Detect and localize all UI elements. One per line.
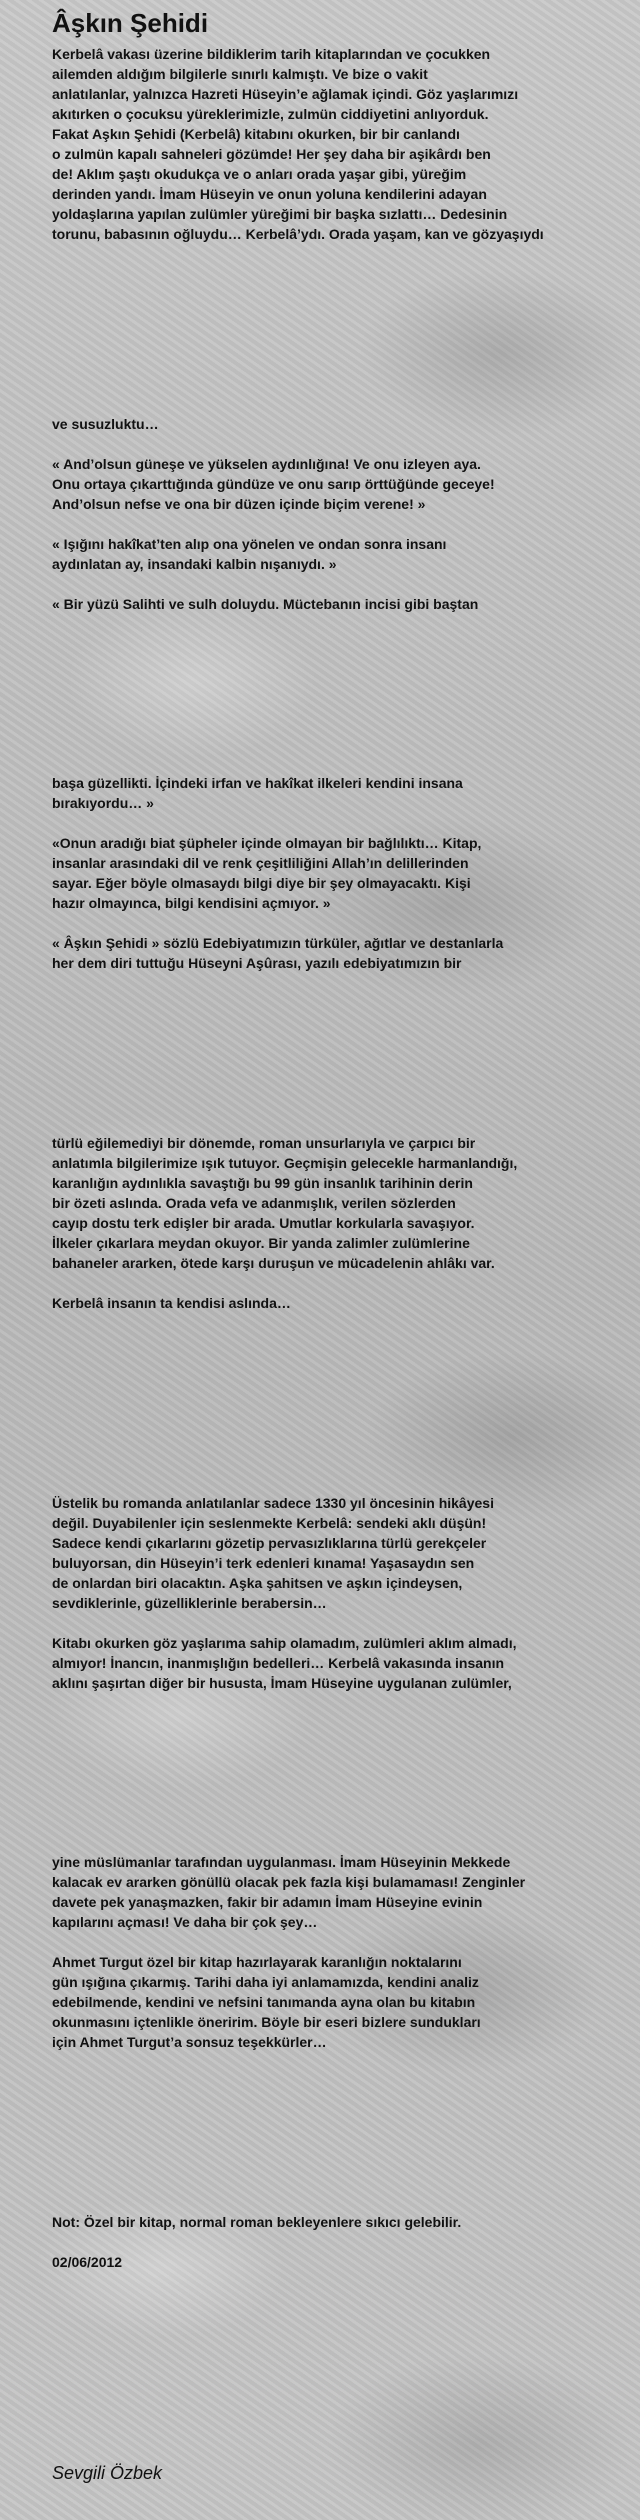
- paragraph-gap: [52, 1613, 612, 1633]
- text-line: And’olsun nefse ve ona bir düzen içinde biçim verene! »: [52, 496, 426, 512]
- text-line: sevdiklerinle, güzelliklerinle berabersin…: [52, 1595, 327, 1611]
- text-page-3: [52, 773, 612, 973]
- text-line: insanlar arasındaki dil ve renk çeşitliliğini Allah’ın delillerinden: [52, 855, 469, 871]
- note-line: Not: Özel bir kitap, normal roman bekleyenlere sıkıcı gelebilir.: [52, 2214, 462, 2230]
- text-line: Kitabı okurken göz yaşlarıma sahip olamadım, zulümleri aklım almadı,: [52, 1635, 517, 1651]
- paragraph-gap: [52, 813, 612, 833]
- text-line: buluyorsan, din Hüseyin’i terk edenleri kınama! Yaşasaydın sen: [52, 1555, 475, 1571]
- text-line: « And’olsun güneşe ve yükselen aydınlığına! Ve onu izleyen aya.: [52, 456, 481, 472]
- date-line: 02/06/2012: [52, 2254, 123, 2270]
- paragraph-gap: [52, 434, 612, 454]
- text-line: Sadece kendi çıkarlarını gözetip pervasızlıklarına türlü gerekçeler: [52, 1535, 487, 1551]
- text-line: aklını şaşırtan diğer bir hususta, İmam Hüseyine uygulanan zulümler,: [52, 1675, 512, 1691]
- text-page-5: [52, 1493, 612, 1693]
- text-line: cayıp dostu terk edişler bir arada. Umutlar korkularla savaşıyor.: [52, 1215, 475, 1231]
- text-line: her dem diri tuttuğu Hüseyni Aşûrası, yazılı edebiyatımızın bir: [52, 955, 462, 971]
- text-line: edebilmende, kendini ve nefsini tanımanda ayna olan bu kitabın: [52, 1994, 476, 2010]
- text-line: Kerbelâ vakası üzerine bildiklerim tarih kitaplarından ve çocukken: [52, 46, 491, 62]
- text-line: yoldaşlarına yapılan zulümler yüreğimi bir başka sızlattı… Dedesinin: [52, 206, 508, 222]
- text-line: okunmasını içtenlikle öneririm. Böyle bir eseri bizlere sundukları: [52, 2014, 481, 2030]
- text-line: Fakat Aşkın Şehidi (Kerbelâ) kitabını okurken, bir bir canlandı: [52, 126, 460, 142]
- text-line: gün ışığına çıkarmış. Tarihi daha iyi anlamamızda, kendini analiz: [52, 1974, 479, 1990]
- paragraph-gap: [52, 514, 612, 534]
- text-line: « Âşkın Şehidi » sözlü Edebiyatımızın türküler, ağıtlar ve destanlarla: [52, 935, 504, 951]
- text-line: kapılarını açması! Ve daha bir çok şey…: [52, 1914, 318, 1930]
- text-line: karanlığın aydınlıkla savaştığı bu 99 gün insanlık tarihinin derin: [52, 1175, 473, 1191]
- text-line: de! Aklım şaştı okudukça ve o anları orada yaşar gibi, yüreğim: [52, 166, 467, 182]
- text-line: torunu, babasının oğluydu… Kerbelâ’ydı. Orada yaşam, kan ve gözyaşıydı: [52, 226, 544, 242]
- paragraph-gap: [52, 2232, 612, 2252]
- text-line: bırakıyordu… »: [52, 795, 154, 811]
- text-line: aydınlatan ay, insandaki kalbin nışanıydı. »: [52, 556, 337, 572]
- text-line: ve susuzluktu…: [52, 416, 159, 432]
- paragraph-gap: [52, 1273, 612, 1293]
- text-page-1: [52, 44, 612, 244]
- text-line: o zulmün kapalı sahneleri gözümde! Her şey daha bir aşikârdı ben: [52, 146, 491, 162]
- text-page-7: [52, 2212, 612, 2272]
- text-page-6: [52, 1852, 612, 2052]
- text-line: derinden yandı. İmam Hüseyin ve onun yoluna kendilerini adayan: [52, 186, 487, 202]
- text-line: değil. Duyabilenler için seslenmekte Kerbelâ: sendeki aklı düşün!: [52, 1515, 487, 1531]
- text-line: Onu ortaya çıkarttığında gündüze ve onu sarıp örttüğünde geceye!: [52, 476, 495, 492]
- text-line: İlkeler çıkarlara meydan okuyor. Bir yanda zalimler zulümlerine: [52, 1235, 470, 1251]
- paragraph-gap: [52, 1932, 612, 1952]
- text-line: bir özeti aslında. Orada vefa ve adanmışlık, verilen sözlerden: [52, 1195, 456, 1211]
- text-line: yine müslümanlar tarafından uygulanması. İmam Hüseyinin Mekkede: [52, 1854, 511, 1870]
- text-line: bahaneler ararken, ötede karşı duruşun ve mücadelenin ahlâkı var.: [52, 1255, 495, 1271]
- text-line: davete pek yanaşmazken, fakir bir adamın İmam Hüseyine evinin: [52, 1894, 483, 1910]
- text-line: başa güzellikti. İçindeki irfan ve hakîkat ilkeleri kendini insana: [52, 775, 463, 791]
- text-page-2: [52, 414, 612, 614]
- text-line: kalacak ev ararken gönüllü olacak pek fazla kişi bulamaması! Zenginler: [52, 1874, 526, 1890]
- page-title: Âşkın Şehidi: [52, 8, 209, 38]
- text-line: Kerbelâ insanın ta kendisi aslında…: [52, 1295, 291, 1311]
- author-signature: Sevgili Özbek: [52, 2463, 163, 2483]
- text-page-4: [52, 1133, 612, 1313]
- paragraph-gap: [52, 574, 612, 594]
- text-line: ailemden aldığım bilgilerle sınırlı kalmıştı. Ve bize o vakit: [52, 66, 428, 82]
- text-line: hazır olmayınca, bilgi kendisini açmıyor. »: [52, 895, 331, 911]
- text-line: türlü eğilemediyi bir dönemde, roman unsurlarıyla ve çarpıcı bir: [52, 1135, 476, 1151]
- text-line: almıyor! İnancın, inanmışlığın bedelleri… Kerbelâ vakasında insanın: [52, 1655, 505, 1671]
- paragraph-gap: [52, 913, 612, 933]
- text-line: anlatılanlar, yalnızca Hazreti Hüseyin’e ağlamak içindi. Göz yaşlarımızı: [52, 86, 519, 102]
- text-line: Üstelik bu romanda anlatılanlar sadece 1330 yıl öncesinin hikâyesi: [52, 1495, 494, 1511]
- text-line: için Ahmet Turgut’a sonsuz teşekkürler…: [52, 2034, 327, 2050]
- text-line: « Işığını hakîkat’ten alıp ona yönelen ve ondan sonra insanı: [52, 536, 447, 552]
- text-line: «Onun aradığı biat şüpheler içinde olmayan bir bağlılıktı… Kitap,: [52, 835, 482, 851]
- text-line: de onlardan biri olacaktın. Aşka şahitsen ve aşkın içindeysen,: [52, 1575, 463, 1591]
- text-line: Ahmet Turgut özel bir kitap hazırlayarak karanlığın noktalarını: [52, 1954, 462, 1970]
- text-line: anlatımla bilgilerimize ışık tutuyor. Geçmişin gelecekle harmanlandığı,: [52, 1155, 518, 1171]
- text-line: « Bir yüzü Salihti ve sulh doluydu. Müctebanın incisi gibi baştan: [52, 596, 479, 612]
- text-line: sayar. Eğer böyle olmasaydı bilgi diye bir şey olmayacaktı. Kişi: [52, 875, 471, 891]
- text-line: akıtırken o çocuksu yüreklerimizle, zulmün ciddiyetini anlıyorduk.: [52, 106, 489, 122]
